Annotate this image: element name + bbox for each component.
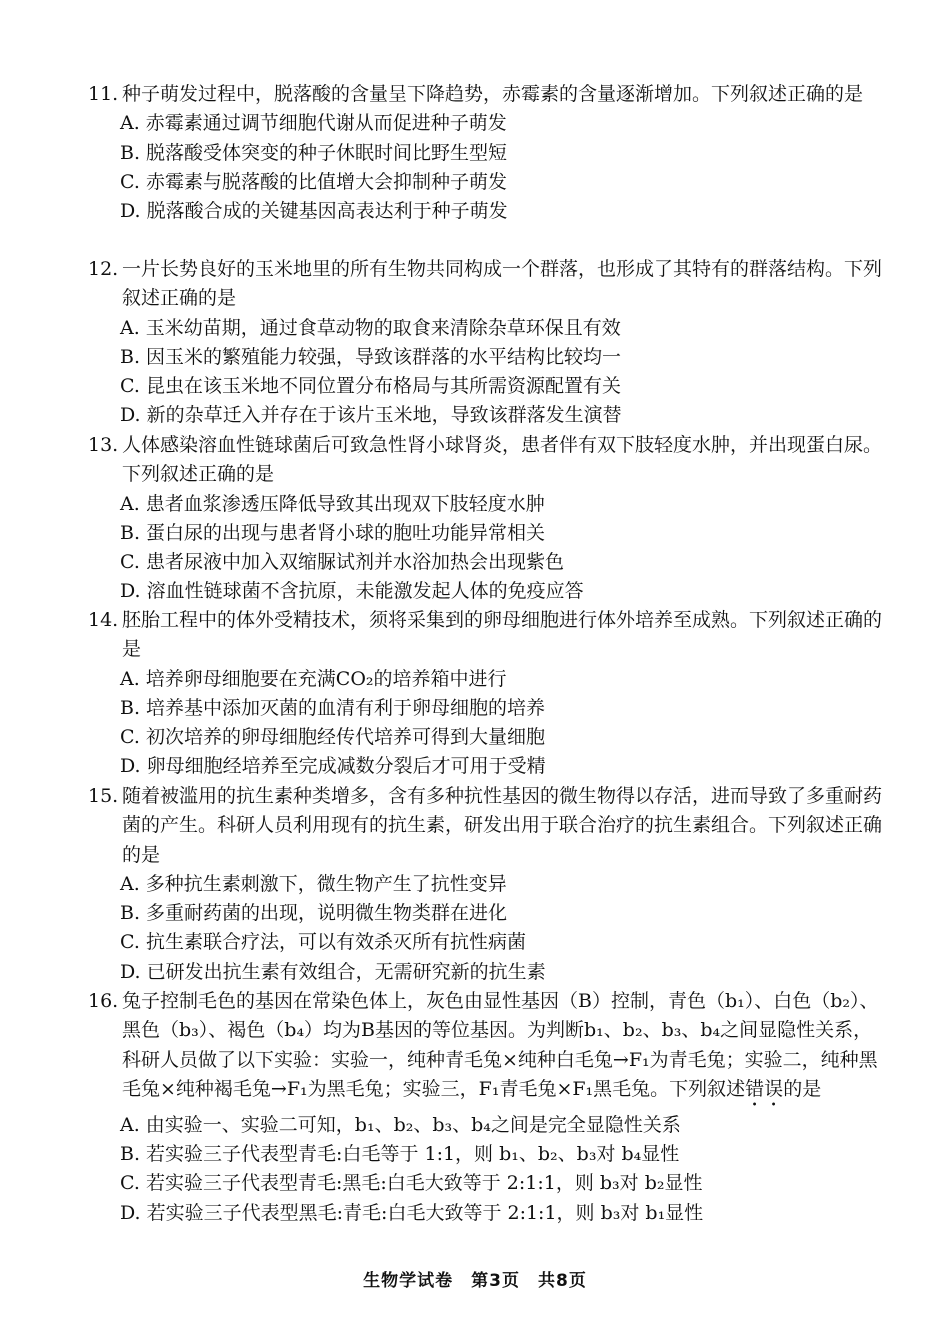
question-number: 16. (88, 990, 119, 1012)
option-a: A. 患者血浆渗透压降低导致其出现双下肢轻度水肿 (120, 492, 545, 515)
option-b: B. 若实验三子代表型青毛:白毛等于 1:1，则 b₁、b₂、b₃对 b₄显性 (120, 1143, 680, 1166)
question-text: 随着被滥用的抗生素种类增多，含有多种抗性基因的微生物得以存活，进而导致了多重耐药菌的产生。科研人员利用现有的抗生素，研发出用于联合治疗的抗生素组合。下列叙述正确的是 (122, 785, 883, 866)
option-d: D. 新的杂草迁入并存在于该片玉米地，导致该群落发生演替 (120, 404, 622, 427)
option-b: B. 多重耐药菌的出现，说明微生物类群在进化 (120, 902, 508, 925)
page-footer: 生物学试卷 第3页 共8页 (363, 1271, 587, 1291)
option-list (0, 109, 950, 226)
emphasis-word: 错误 (745, 1077, 784, 1100)
option-list (0, 314, 950, 431)
option-c: C. 若实验三子代表型青毛:黑毛:白毛大致等于 2:1:1，则 b₃对 b₂显性 (120, 1172, 703, 1195)
question-15 (0, 782, 950, 987)
question-13 (0, 431, 950, 607)
question-number: 14. (88, 609, 119, 631)
option-c: C. 昆虫在该玉米地不同位置分布格局与其所需资源配置有关 (120, 375, 621, 398)
question-stem (0, 431, 950, 490)
question-16 (0, 987, 950, 1228)
question-12 (0, 255, 950, 431)
option-c: C. 初次培养的卵母细胞经传代培养可得到大量细胞 (120, 726, 545, 749)
question-text: 种子萌发过程中，脱落酸的含量呈下降趋势，赤霉素的含量逐渐增加。下列叙述正确的是 (122, 83, 864, 105)
option-d: D. 已研发出抗生素有效组合，无需研究新的抗生素 (120, 960, 546, 983)
question-text: 人体感染溶血性链球菌后可致急性肾小球肾炎，患者伴有双下肢轻度水肿，并出现蛋白尿。下列叙述正确的是 (122, 434, 883, 486)
option-a: A. 由实验一、实验二可知，b₁、b₂、b₃、b₄之间是完全显隐性关系 (120, 1113, 681, 1136)
option-d: D. 卵母细胞经培养至完成减数分裂后才可用于受精 (120, 755, 546, 778)
option-list (0, 870, 950, 987)
question-stem (0, 782, 950, 870)
option-a: A. 多种抗生素刺激下，微生物产生了抗性变异 (120, 872, 507, 895)
option-d: D. 若实验三子代表型黑毛:青毛:白毛大致等于 2:1:1，则 b₃对 b₁显性 (120, 1201, 704, 1224)
option-c: C. 抗生素联合疗法，可以有效杀灭所有抗性病菌 (120, 931, 526, 954)
question-stem (0, 255, 950, 314)
question-text: 一片长势良好的玉米地里的所有生物共同构成一个群落，也形成了其特有的群落结构。下列叙述正确的是 (122, 258, 883, 310)
option-c: C. 赤霉素与脱落酸的比值增大会抑制种子萌发 (120, 170, 507, 193)
option-b: B. 培养基中添加灭菌的血清有利于卵母细胞的培养 (120, 696, 546, 719)
question-number: 11. (88, 83, 119, 105)
option-list (0, 1111, 950, 1228)
question-14 (0, 606, 950, 782)
question-number: 13. (88, 434, 119, 456)
option-b: B. 脱落酸受体突变的种子休眠时间比野生型短 (120, 141, 508, 164)
option-b: B. 蛋白尿的出现与患者肾小球的胞吐功能异常相关 (120, 521, 546, 544)
option-a: A. 玉米幼苗期，通过食草动物的取食来清除杂草环保且有效 (120, 316, 621, 339)
option-d: D. 脱落酸合成的关键基因高表达利于种子萌发 (120, 200, 508, 223)
question-stem (0, 987, 950, 1111)
question-text: 胚胎工程中的体外受精技术，须将采集到的卵母细胞进行体外培养至成熟。下列叙述正确的是 (122, 609, 883, 661)
option-a: A. 培养卵母细胞要在充满CO₂的培养箱中进行 (120, 667, 507, 690)
question-11 (0, 80, 950, 226)
question-number: 12. (88, 258, 119, 280)
question-stem (0, 80, 950, 109)
option-b: B. 因玉米的繁殖能力较强，导致该群落的水平结构比较均一 (120, 345, 622, 368)
question-text-end: 的是 (783, 1077, 822, 1100)
option-list (0, 665, 950, 782)
option-list (0, 490, 950, 607)
option-c: C. 患者尿液中加入双缩脲试剂并水浴加热会出现紫色 (120, 551, 564, 574)
option-d: D. 溶血性链球菌不含抗原，未能激发起人体的免疫应答 (120, 580, 584, 603)
option-a: A. 赤霉素通过调节细胞代谢从而促进种子萌发 (120, 112, 507, 135)
question-text: 兔子控制毛色的基因在常染色体上，灰色由显性基因（B）控制，青色（b₁）、白色（b₂）、黑色（b₃）、褐色（b₄）均为B基因的等位基因。为判断b₁、b₂、b₃、b₄之间显隐性关系，科研人员做了以下实验：实验一，纯种青毛兔×纯种白毛兔→F₁为青毛兔；实验二，纯种黑毛兔×纯种褐毛兔→F₁为黑毛兔；实验三，F₁青毛兔×F₁黑毛兔。下列叙述 (122, 990, 879, 1100)
question-number: 15. (88, 785, 119, 807)
question-stem (0, 606, 950, 665)
